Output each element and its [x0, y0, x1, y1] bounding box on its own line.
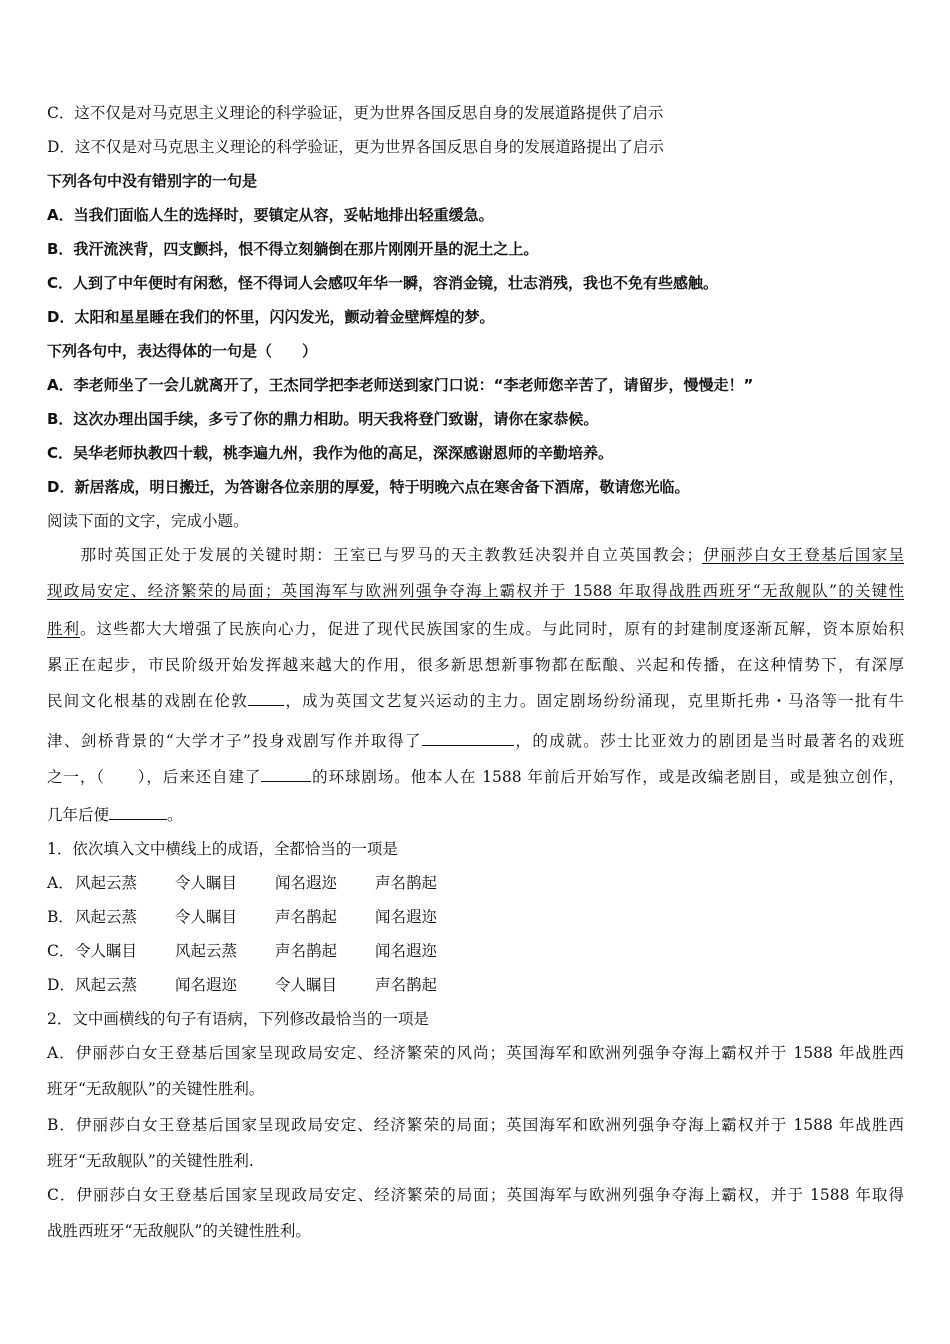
typo-option-b: B．我汗流浃背，四支颤抖，恨不得立刻躺倒在那片刚刚开垦的泥土之上。: [47, 240, 539, 258]
q1-option-a: [47, 873, 475, 893]
idiom: 风起云蒸: [75, 976, 138, 994]
underlined-sentence: 胜利: [47, 620, 80, 638]
blank-4: [109, 805, 167, 820]
idiom: 声名鹊起: [275, 908, 338, 926]
prev-option-c: C．这不仅是对马克思主义理论的科学验证，更为世界各国反思自身的发展道路提供了启示: [47, 104, 664, 122]
idiom: 风起云蒸: [75, 874, 138, 892]
q2-stem: 2．文中画横线的句子有语病，下列修改最恰当的一项是: [47, 1010, 429, 1028]
decent-option-b: B．这次办理出国手续，多亏了你的鼎力相助。明天我将登门致谢，请你在家恭候。: [47, 410, 599, 428]
idiom: 声名鹊起: [275, 942, 338, 960]
decent-option-a: A．李老师坐了一会儿就离开了，王杰同学把李老师送到家门口说：“李老师您辛苦了，请留步，慢慢走！”: [47, 376, 754, 394]
typo-question-stem: 下列各句中没有错别字的一句是: [47, 172, 258, 190]
option-label: B．: [47, 908, 74, 926]
blank-2: [422, 731, 514, 746]
blank-3: [261, 767, 311, 782]
idiom: 声名鹊起: [375, 976, 438, 994]
idiom: 令人瞩目: [175, 874, 238, 892]
q1-option-d: [47, 975, 475, 995]
q2-option-b-line-1: B．伊丽莎白女王登基后国家呈现政局安定、经济繁荣的局面；英国海军和欧洲列强争夺海上霸权并于 1588 年战胜西: [47, 1116, 904, 1134]
passage-text: 的环球剧场。他本人在 1588 年前后开始写作，或是改编老剧目，或是独立创作，: [311, 768, 904, 786]
underlined-sentence: 伊丽莎白女王登基后国家呈: [702, 546, 904, 564]
passage-text: 累正在起步，市民阶级开始发挥越来越大的作用，很多新思想新事物都在酝酿、兴起和传播，在这种情势下，有深厚: [47, 656, 904, 674]
passage-text: 。: [167, 806, 183, 824]
idiom: 风起云蒸: [175, 942, 238, 960]
idiom: 令人瞩目: [75, 942, 138, 960]
q1-option-c: [47, 941, 475, 961]
passage-text: ，的成就。莎士比亚效力的剧团是当时最著名的戏班: [513, 732, 904, 750]
idiom: 风起云蒸: [75, 908, 138, 926]
prev-option-d: D．这不仅是对马克思主义理论的科学验证，更为世界各国反思自身的发展道路提出了启示: [47, 138, 664, 156]
underlined-sentence: 现政局安定、经济繁荣的局面；英国海军与欧洲列强争夺海上霸权并于 1588 年取得战胜西班牙“无敌舰队”的关键性: [47, 582, 904, 600]
decent-option-c: C．吴华老师执教四十载，桃李遍九州，我作为他的高足，深深感谢恩师的辛勤培养。: [47, 444, 614, 462]
passage-line-1: [47, 545, 904, 565]
passage-line-4: [47, 655, 904, 675]
passage-text: ，成为英国文艺复兴运动的主力。固定剧场纷纷涌现，克里斯托弗・马洛等一批有牛: [284, 692, 904, 710]
passage-text: 几年后便: [47, 806, 110, 824]
q2-option-a-line-2: 班牙“无敌舰队”的关键性胜利。: [47, 1080, 265, 1098]
option-label: C．: [47, 942, 75, 960]
decent-option-d: D．新居落成，明日搬迁，为答谢各位亲朋的厚爱，特于明晚六点在寒舍备下酒席，敬请您光临。: [47, 478, 690, 496]
passage-text: 。这些都大大增强了民族向心力，促进了现代民族国家的生成。与此同时，原有的封建制度逐渐瓦解，资本原始积: [80, 620, 904, 638]
decent-question-stem: 下列各句中，表达得体的一句是（ ）: [47, 342, 318, 360]
typo-option-c: C．人到了中年便时有闲愁，怪不得词人会感叹年华一瞬，容消金镜，壮志消残，我也不免有些感触。: [47, 274, 719, 292]
idiom: 闻名遐迩: [175, 976, 238, 994]
q2-option-a-line-1: A．伊丽莎白女王登基后国家呈现政局安定、经济繁荣的风尚；英国海军和欧洲列强争夺海上霸权并于 1588 年战胜西: [47, 1044, 904, 1062]
passage-text: 那时英国正处于发展的关键时期：王室已与罗马的天主教教廷决裂并自立英国教会；: [47, 546, 703, 564]
passage-line-2: [47, 581, 904, 601]
passage-text: 津、剑桥背景的“大学才子”投身戏剧写作并取得了: [47, 732, 422, 750]
q2-option-b-line-2: 班牙“无敌舰队”的关键性胜利.: [47, 1152, 254, 1170]
passage-line-5: [47, 691, 904, 711]
typo-option-a: A．当我们面临人生的选择时，要镇定从容，妥帖地排出轻重缓急。: [47, 206, 494, 224]
passage-line-3: [47, 619, 904, 639]
blank-1: [248, 691, 284, 706]
q2-option-c-line-1: C．伊丽莎白女王登基后国家呈现政局安定、经济繁荣的局面；英国海军与欧洲列强争夺海上霸权，并于 1588 年取得: [47, 1186, 904, 1204]
reading-intro: 阅读下面的文字，完成小题。: [47, 512, 249, 530]
passage-text: 民间文化根基的戏剧在伦敦: [47, 692, 249, 710]
option-label: A．: [47, 874, 74, 892]
idiom: 闻名遐迩: [375, 942, 438, 960]
idiom: 令人瞩目: [275, 976, 338, 994]
passage-text: 之一，（ ），后来还自建了: [47, 768, 262, 786]
q1-stem: 1．依次填入文中横线上的成语，全都恰当的一项是: [47, 840, 398, 858]
passage-line-8: [47, 805, 904, 825]
q1-option-b: [47, 907, 475, 927]
idiom: 声名鹊起: [375, 874, 438, 892]
idiom: 令人瞩目: [175, 908, 238, 926]
idiom: 闻名遐迩: [275, 874, 338, 892]
idiom: 闻名遐迩: [375, 908, 438, 926]
passage-line-7: [47, 767, 904, 787]
q2-option-c-line-2: 战胜西班牙“无敌舰队”的关键性胜利。: [47, 1222, 311, 1240]
passage-line-6: [47, 731, 904, 751]
typo-option-d: D．太阳和星星睡在我们的怀里，闪闪发光，颤动着金壁辉煌的梦。: [47, 308, 495, 326]
option-label: D．: [47, 976, 75, 994]
